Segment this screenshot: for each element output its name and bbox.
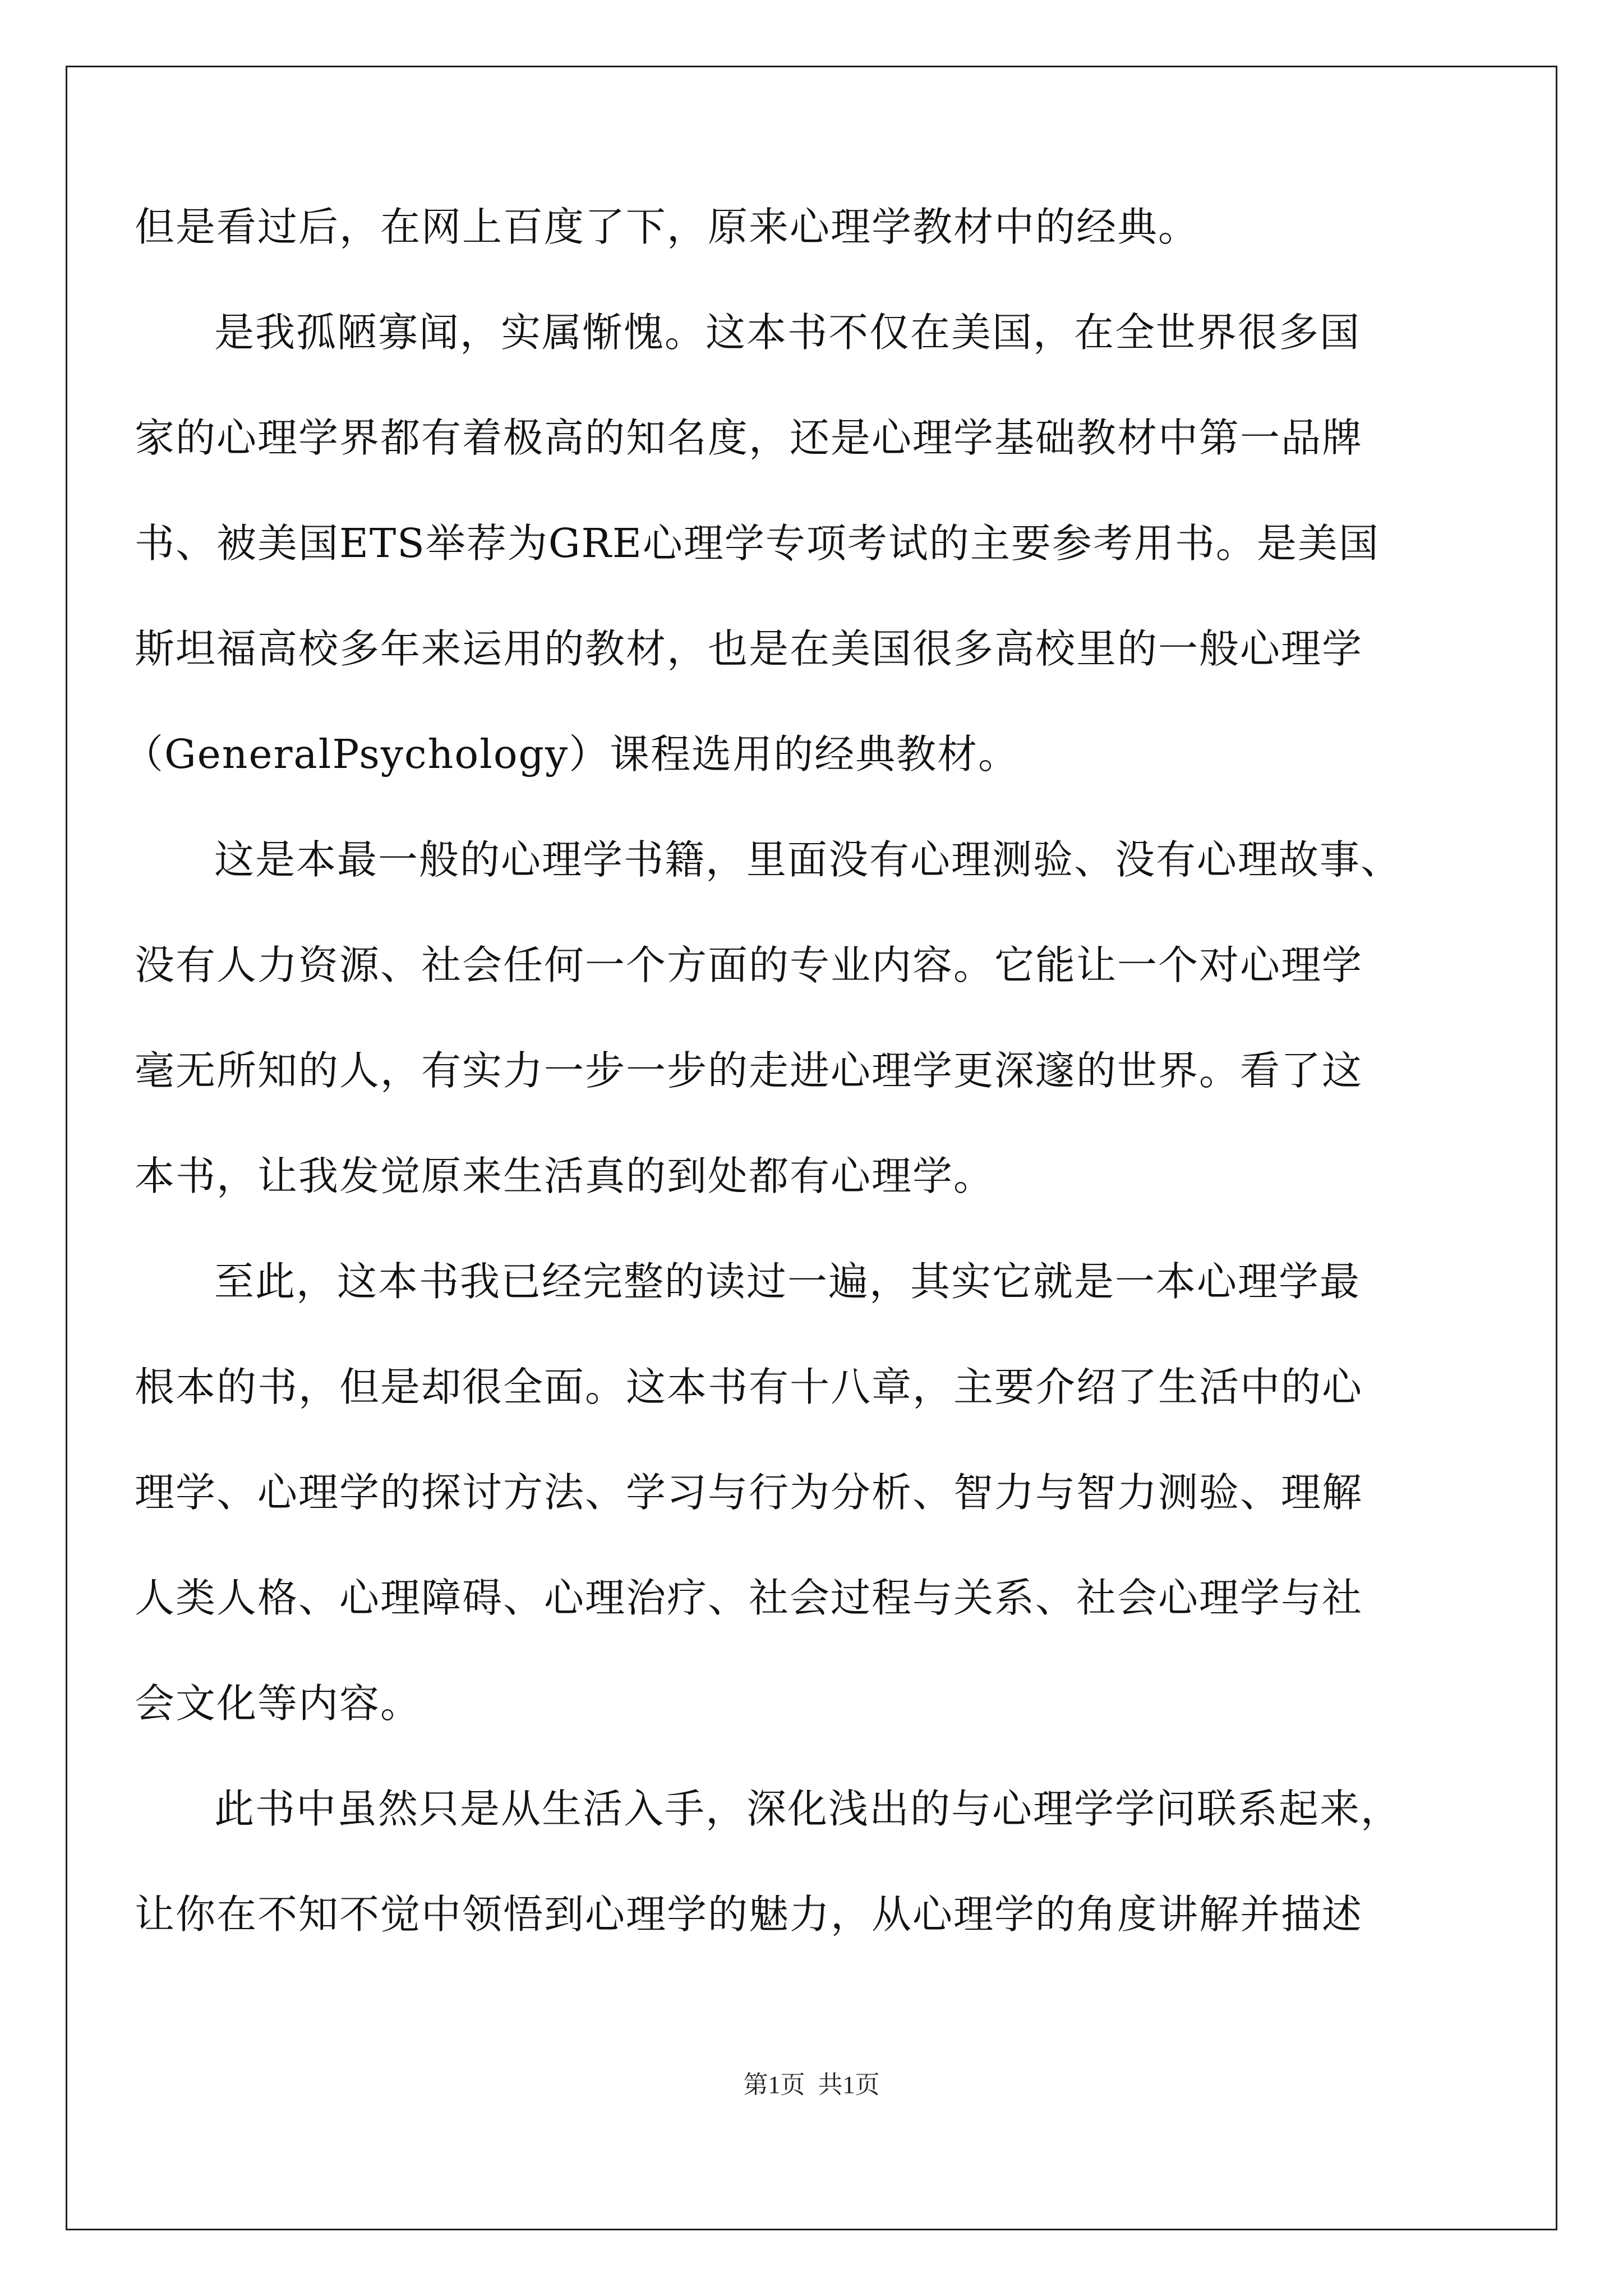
text-line: 人类人格、心理障碍、心理治疗、社会过程与关系、社会心理学与社 bbox=[135, 1575, 1363, 1621]
text-line: 没有人力资源、社会任何一个方面的专业内容。它能让一个对心理学 bbox=[135, 942, 1363, 988]
text-line: 本书，让我发觉原来生活真的到处都有心理学。 bbox=[135, 1153, 995, 1199]
text-line: 家的心理学界都有着极高的知名度，还是心理学基础教材中第一品牌 bbox=[135, 415, 1363, 461]
text-line: 斯坦福高校多年来运用的教材，也是在美国很多高校里的一般心理学 bbox=[135, 625, 1363, 672]
text-line: 这是本最一般的心理学书籍，里面没有心理测验、没有心理故事、 bbox=[214, 836, 1402, 883]
page-total: 共1页 bbox=[818, 2071, 880, 2099]
page-number: 第1页 bbox=[743, 2071, 805, 2099]
text-line: 会文化等内容。 bbox=[135, 1680, 422, 1727]
text-line: 根本的书，但是却很全面。这本书有十八章，主要介绍了生活中的心 bbox=[135, 1364, 1363, 1410]
text-line: 让你在不知不觉中领悟到心理学的魅力，从心理学的角度讲解并描述 bbox=[135, 1891, 1363, 1938]
text-line: 但是看过后，在网上百度了下，原来心理学教材中的经典。 bbox=[135, 204, 1200, 250]
page-footer bbox=[0, 2064, 1623, 2100]
text-line: 理学、心理学的探讨方法、学习与行为分析、智力与智力测验、理解 bbox=[135, 1469, 1363, 1516]
text-line: 毫无所知的人，有实力一步一步的走进心理学更深邃的世界。看了这 bbox=[135, 1047, 1363, 1094]
text-line: 是我孤陋寡闻，实属惭愧。这本书不仅在美国，在全世界很多国 bbox=[214, 309, 1361, 356]
text-line: 至此，这本书我已经完整的读过一遍，其实它就是一本心理学最 bbox=[214, 1258, 1361, 1305]
text-line: （GeneralPsychology）课程选用的经典教材。 bbox=[123, 731, 1020, 777]
text-line: 此书中虽然只是从生活入手，深化浅出的与心理学学问联系起来， bbox=[214, 1786, 1402, 1832]
text-line: 书、被美国ETS举荐为GRE心理学专项考试的主要参考用书。是美国 bbox=[135, 520, 1380, 567]
